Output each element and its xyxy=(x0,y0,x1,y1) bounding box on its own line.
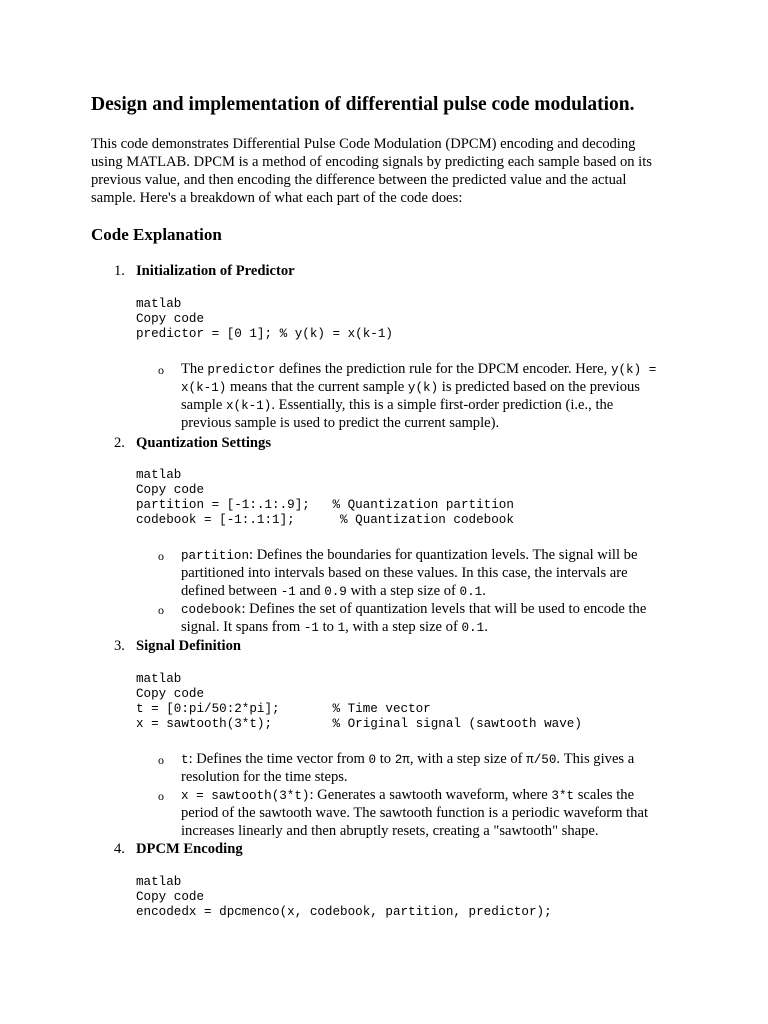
text-run: : Defines the set of quantization levels that will be used to encode the xyxy=(241,601,647,617)
text-run: . xyxy=(484,619,488,635)
document-title: Design and implementation of differential pulse code modulation. xyxy=(91,94,635,115)
section-heading: Code Explanation xyxy=(91,225,222,244)
inline-code: 0.9 xyxy=(324,585,347,599)
inline-code: predictor xyxy=(207,363,276,377)
inline-code: 2π xyxy=(394,753,410,767)
code-line: codebook = [-1:.1:1]; % Quantization codebook xyxy=(136,513,514,527)
copy-code-label: Copy code xyxy=(136,312,205,326)
text-run: partitioned into intervals based on these values. In this case, the intervals are xyxy=(181,565,628,581)
text-run: : Defines the time vector from xyxy=(188,751,369,767)
code-lang-label: matlab xyxy=(136,875,182,889)
bullet-marker: o xyxy=(158,363,164,377)
bullet-line xyxy=(181,546,637,565)
code-line: encodedx = dpcmenco(x, codebook, partition, predictor); xyxy=(136,905,552,919)
intro-line-3: previous value, and then encoding the difference between the predicted value and the actual xyxy=(91,172,627,188)
text-run: is predicted based on the previous xyxy=(438,379,640,395)
bullet-line xyxy=(181,414,499,432)
text-run: increases linearly and then abruptly resets, creating a "sawtooth" shape. xyxy=(181,823,599,839)
text-run: signal. It spans from xyxy=(181,619,304,635)
text-run: : Defines the boundaries for quantization levels. The signal will be xyxy=(249,547,638,563)
inline-code: x(k-1) xyxy=(181,381,227,395)
inline-code: 1 xyxy=(337,621,346,635)
bullet-line xyxy=(181,786,634,805)
inline-code: t xyxy=(181,753,189,767)
inline-code: partition xyxy=(181,549,250,563)
text-run: means that the current sample xyxy=(226,379,408,395)
code-line: predictor = [0 1]; % y(k) = x(k-1) xyxy=(136,327,393,341)
text-run: . This gives a xyxy=(556,751,635,767)
item-title: DPCM Encoding xyxy=(136,841,243,857)
copy-code-label: Copy code xyxy=(136,483,205,497)
text-run: to xyxy=(376,751,395,767)
inline-code: 0.1 xyxy=(459,585,483,599)
bullet-line xyxy=(181,768,348,786)
item-number: 1. xyxy=(114,263,125,279)
text-run: resolution for the time steps. xyxy=(181,769,348,785)
bullet-line xyxy=(181,582,486,601)
text-run: , with a step size of xyxy=(409,751,527,767)
text-run: to xyxy=(318,619,338,635)
copy-code-label: Copy code xyxy=(136,890,205,904)
bullet-line xyxy=(181,822,599,840)
code-line: t = [0:pi/50:2*pi]; % Time vector xyxy=(136,702,431,716)
intro-line-1: This code demonstrates Differential Pulse Code Modulation (DPCM) encoding and decoding xyxy=(91,136,636,152)
bullet-marker: o xyxy=(158,753,164,767)
code-line: partition = [-1:.1:.9]; % Quantization partition xyxy=(136,498,514,512)
inline-code: y(k) = xyxy=(610,363,657,377)
text-run: with a step size of xyxy=(346,583,460,599)
bullet-line xyxy=(181,396,613,415)
bullet-marker: o xyxy=(158,789,164,803)
bullet-line xyxy=(181,804,648,822)
text-run: defined between xyxy=(181,583,281,599)
item-number: 3. xyxy=(114,638,125,654)
item-title: Signal Definition xyxy=(136,638,242,654)
text-run: sample xyxy=(181,397,226,413)
bullet-marker: o xyxy=(158,549,164,563)
inline-code: 0.1 xyxy=(461,621,485,635)
inline-code: x = sawtooth(3*t) xyxy=(181,789,310,803)
code-line: x = sawtooth(3*t); % Original signal (sawtooth wave) xyxy=(136,717,582,731)
intro-line-4: sample. Here's a breakdown of what each part of the code does: xyxy=(91,190,463,206)
inline-code: -1 xyxy=(280,585,296,599)
text-run: defines the prediction rule for the DPCM encoder. Here, xyxy=(275,361,611,377)
inline-code: 3*t xyxy=(551,789,575,803)
text-run: . Essentially, this is a simple first-order prediction (i.e., the xyxy=(271,397,614,413)
text-run: . xyxy=(482,583,486,599)
bullet-marker: o xyxy=(158,603,164,617)
inline-code: codebook xyxy=(181,603,242,617)
item-title: Quantization Settings xyxy=(136,435,272,451)
text-run: period of the sawtooth wave. The sawtooth function is a periodic waveform that xyxy=(181,805,649,821)
bullet-line xyxy=(181,618,488,637)
bullet-line xyxy=(181,600,646,619)
bullet-line xyxy=(181,360,656,379)
code-lang-label: matlab xyxy=(136,672,182,686)
item-number: 4. xyxy=(114,841,125,857)
inline-code: -1 xyxy=(303,621,319,635)
code-lang-label: matlab xyxy=(136,468,182,482)
code-lang-label: matlab xyxy=(136,297,182,311)
bullet-line xyxy=(181,378,640,397)
inline-code: x(k-1) xyxy=(226,399,272,413)
intro-line-2: using MATLAB. DPCM is a method of encoding signals by predicting each sample based on its xyxy=(91,154,652,170)
text-run: scales the xyxy=(574,787,635,803)
text-run: , with a step size of xyxy=(345,619,462,635)
copy-code-label: Copy code xyxy=(136,687,205,701)
bullet-line xyxy=(181,750,634,769)
inline-code: π/50 xyxy=(526,753,557,767)
text-run: : Generates a sawtooth waveform, where xyxy=(309,787,552,803)
item-number: 2. xyxy=(114,435,125,451)
bullet-line xyxy=(181,564,628,582)
text-run: previous sample is used to predict the current sample). xyxy=(181,415,500,431)
inline-code: y(k) xyxy=(407,381,439,395)
item-title: Initialization of Predictor xyxy=(136,263,295,279)
text-run: and xyxy=(295,583,325,599)
inline-code: 0 xyxy=(368,753,377,767)
text-run: The xyxy=(181,361,208,377)
